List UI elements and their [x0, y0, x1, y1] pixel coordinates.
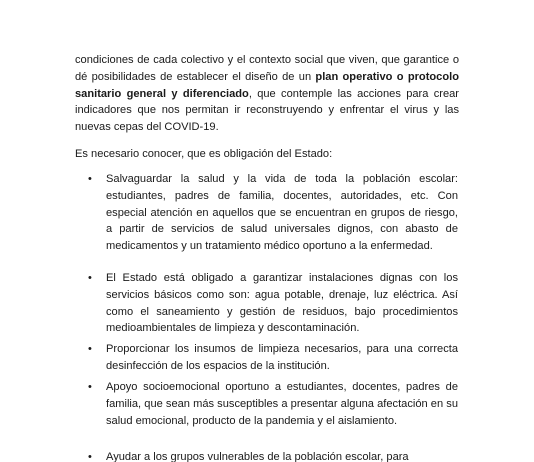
- intro-paragraph: [75, 52, 459, 136]
- list-item: Ayudar a los grupos vulnerables de la población escolar, para: [106, 451, 409, 462]
- intro-text-bold: plan operativo o protocolo sanitario general y diferenciado: [75, 70, 459, 100]
- obligation-heading: Es necesario conocer, que es obligación del Estado:: [75, 148, 333, 160]
- list-item: Proporcionar los insumos de limpieza necesarios, para una correcta desinfección de los espacios de la institución.: [106, 343, 458, 372]
- intro-text-pre: condiciones de cada colectivo y el contexto social que viven, que garantice o dé posibilidades de establecer el diseño de un: [75, 54, 459, 83]
- bullet-marker: •: [88, 272, 92, 284]
- list-item: Apoyo socioemocional oportuno a estudiantes, docentes, padres de familia, que sean más susceptibles a presentar alguna afectación en su salud emocional, producto de la pandemia y el aislamiento.: [106, 381, 458, 427]
- list-item: Salvaguardar la salud y la vida de toda la población escolar: estudiantes, padres de familia, docentes, autoridades, etc. Con especial atención en aquellos que se encuentran en grupos de riesgo, a partir de servicios de salud universales dignos, con abasto de medicamentos y un tratamiento médico oportuno a la enfermedad.: [106, 173, 458, 253]
- bullet-marker: •: [88, 173, 92, 185]
- intro-text-post: , que contemple las acciones para crear indicadores que nos permitan ir reconstruyendo y enfrentar el virus y las nuevas cepas del COVID-19.: [75, 87, 459, 134]
- bullet-marker: •: [88, 343, 92, 355]
- list-item: El Estado está obligado a garantizar instalaciones dignas con los servicios básicos como son: agua potable, drenaje, luz eléctrica. Así como el saneamiento y gestión de residuos, bajo procedimientos medioambientales de limpieza y descontaminación.: [106, 272, 458, 335]
- bullet-marker: •: [88, 381, 92, 393]
- bullet-marker: •: [88, 451, 92, 462]
